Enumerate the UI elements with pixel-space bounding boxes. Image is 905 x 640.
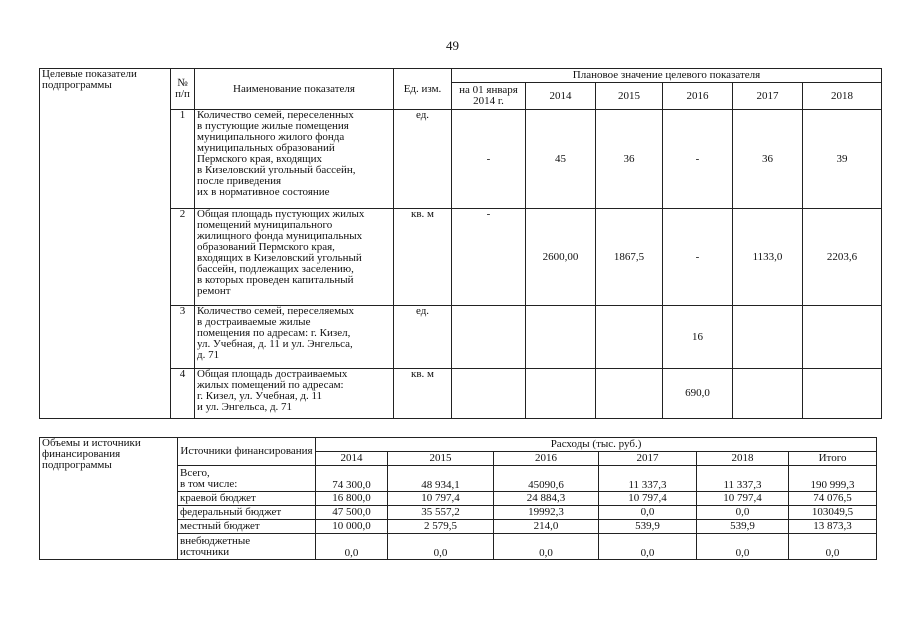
header-num: № п/п	[171, 69, 195, 110]
section-label-funding: Объемы и источники финансирования подпрограммы	[40, 438, 178, 560]
funding-cell: 539,9	[599, 520, 697, 534]
value-cell	[803, 369, 882, 419]
funding-cell: 11 337,3	[697, 466, 789, 492]
funding-cell: 0,0	[789, 534, 877, 560]
funding-cell: 10 000,0	[316, 520, 388, 534]
header-plan: Плановое значение целевого показателя	[452, 69, 882, 83]
value-cell: 45	[526, 110, 596, 209]
source-label: внебюджетные источники	[178, 534, 316, 560]
value-cell: 39	[803, 110, 882, 209]
indicator-name: Количество семей, переселенных в пустующие жилые помещения муниципального жилого фонда муниципальных образований Пермского края, входящих в Кизеловский угольный бассейн, после приведения их в нормативное состояние	[195, 110, 394, 209]
funding-cell: 10 797,4	[599, 492, 697, 506]
funding-cell: 0,0	[494, 534, 599, 560]
value-cell: 2203,6	[803, 209, 882, 306]
value-cell: 16	[663, 306, 733, 369]
year-header: Итого	[789, 452, 877, 466]
value-cell	[596, 306, 663, 369]
funding-cell: 35 557,2	[388, 506, 494, 520]
indicator-name: Общая площадь пустующих жилых помещений муниципального жилищного фонда муниципальных образований Пермского края, входящих в Кизеловский угольный бассейн, подлежащих заселению, в которых проведен капитальный ремонт	[195, 209, 394, 306]
funding-cell: 10 797,4	[697, 492, 789, 506]
funding-cell: 48 934,1	[388, 466, 494, 492]
funding-cell: 190 999,3	[789, 466, 877, 492]
header-base: на 01 января 2014 г.	[452, 83, 526, 110]
unit-cell: кв. м	[394, 369, 452, 419]
value-cell: -	[452, 209, 526, 306]
year-header: 2017	[599, 452, 697, 466]
indicator-name: Общая площадь достраиваемых жилых помещений по адресам: г. Кизел, ул. Учебная, д. 11 и ул. Энгельса, д. 71	[195, 369, 394, 419]
value-cell	[733, 369, 803, 419]
funding-cell: 103049,5	[789, 506, 877, 520]
funding-cell: 13 873,3	[789, 520, 877, 534]
source-label: Всего, в том числе:	[178, 466, 316, 492]
funding-cell: 45090,6	[494, 466, 599, 492]
funding-cell: 0,0	[697, 506, 789, 520]
unit-cell: ед.	[394, 306, 452, 369]
funding-cell: 0,0	[697, 534, 789, 560]
value-cell	[733, 306, 803, 369]
section-label-targets: Целевые показатели подпрограммы	[40, 69, 171, 419]
value-cell: 1133,0	[733, 209, 803, 306]
funding-cell: 0,0	[599, 534, 697, 560]
source-label: местный бюджет	[178, 520, 316, 534]
row-num: 3	[171, 306, 195, 369]
funding-cell: 16 800,0	[316, 492, 388, 506]
header-2016: 2016	[663, 83, 733, 110]
funding-cell: 214,0	[494, 520, 599, 534]
source-label: федеральный бюджет	[178, 506, 316, 520]
value-cell: 690,0	[663, 369, 733, 419]
value-cell: 36	[596, 110, 663, 209]
value-cell: 2600,00	[526, 209, 596, 306]
unit-cell: кв. м	[394, 209, 452, 306]
year-header: 2014	[316, 452, 388, 466]
indicator-name: Количество семей, переселяемых в достраиваемые жилые помещения по адресам: г. Кизел, ул. Учебная, д. 11 и ул. Энгельса, д. 71	[195, 306, 394, 369]
value-cell: -	[663, 209, 733, 306]
year-header: 2016	[494, 452, 599, 466]
target-indicators-table	[39, 68, 882, 419]
funding-cell: 539,9	[697, 520, 789, 534]
value-cell	[526, 306, 596, 369]
funding-cell: 47 500,0	[316, 506, 388, 520]
funding-cell: 10 797,4	[388, 492, 494, 506]
header-unit: Ед. изм.	[394, 69, 452, 110]
funding-cell: 0,0	[388, 534, 494, 560]
header-name: Наименование показателя	[195, 69, 394, 110]
funding-cell: 2 579,5	[388, 520, 494, 534]
value-cell: -	[663, 110, 733, 209]
row-num: 4	[171, 369, 195, 419]
funding-cell: 0,0	[316, 534, 388, 560]
value-cell	[452, 369, 526, 419]
row-num: 2	[171, 209, 195, 306]
value-cell	[526, 369, 596, 419]
funding-cell: 11 337,3	[599, 466, 697, 492]
value-cell: -	[452, 110, 526, 209]
funding-cell: 19992,3	[494, 506, 599, 520]
year-header: 2018	[697, 452, 789, 466]
header-2018: 2018	[803, 83, 882, 110]
header-sources: Источники финансирования	[178, 438, 316, 466]
funding-table	[39, 437, 877, 560]
funding-cell: 74 076,5	[789, 492, 877, 506]
value-cell: 36	[733, 110, 803, 209]
unit-cell: ед.	[394, 110, 452, 209]
value-cell	[803, 306, 882, 369]
funding-cell: 0,0	[599, 506, 697, 520]
value-cell	[596, 369, 663, 419]
row-num: 1	[171, 110, 195, 209]
year-header: 2015	[388, 452, 494, 466]
header-expenses: Расходы (тыс. руб.)	[316, 438, 877, 452]
value-cell: 1867,5	[596, 209, 663, 306]
page-number: 49	[446, 38, 459, 53]
header-2014: 2014	[526, 83, 596, 110]
funding-cell: 74 300,0	[316, 466, 388, 492]
header-2015: 2015	[596, 83, 663, 110]
funding-cell: 24 884,3	[494, 492, 599, 506]
source-label: краевой бюджет	[178, 492, 316, 506]
header-2017: 2017	[733, 83, 803, 110]
value-cell	[452, 306, 526, 369]
